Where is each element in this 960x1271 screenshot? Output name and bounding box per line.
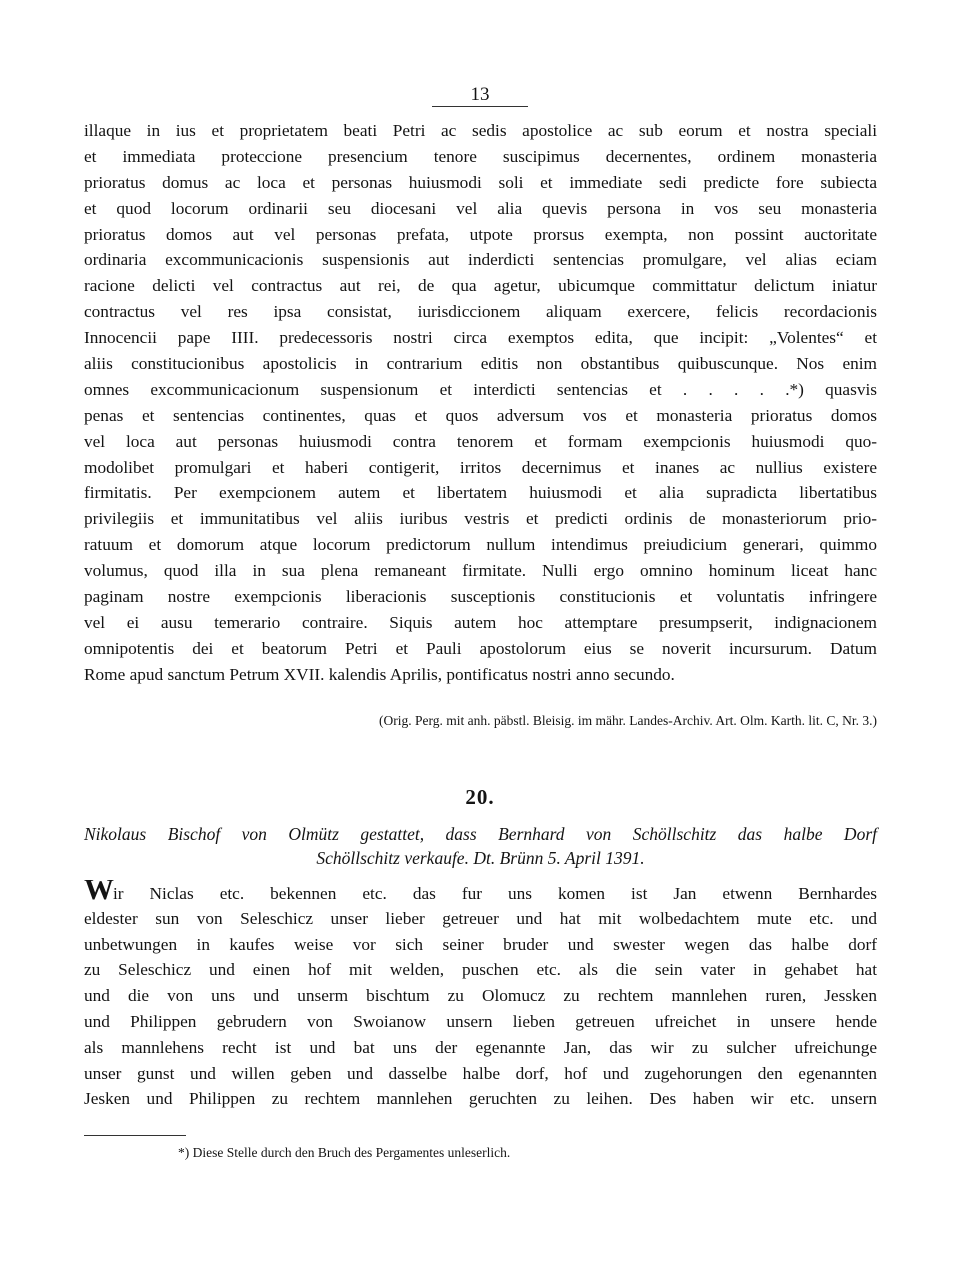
text-line: aliis constitucionibus apostolicis in contrarium editis non obstantibus quibuscunque. Nos enim — [84, 354, 877, 374]
text-line: unser gunst und willen geben und dasselbe halbe dorf, hof und zugehorungen den egenannten — [84, 1063, 877, 1083]
first-line-text: ir Niclas etc. bekennen etc. das fur uns komen ist Jan etwenn Bernhardes — [113, 884, 877, 903]
text-line-first — [84, 880, 877, 906]
text-line: vel loca aut personas huiusmodi contra tenorem et formam exempcionis huiusmodi quo- — [84, 431, 877, 451]
text-line: vel ei ausu temerario contraire. Siquis autem hoc attemptare presumpserit, indignacionem — [84, 612, 877, 632]
text-line: eldester sun von Seleschicz unser lieber getreuer und hat mit wolbedachtem mute etc. und — [84, 908, 877, 928]
text-line: Jesken und Philippen zu rechtem mannlehen geruchten zu leihen. Des haben wir etc. unsern — [84, 1089, 877, 1109]
page-number-rule — [432, 106, 528, 107]
text-line: zu Seleschicz und einen hof mit welden, puschen etc. als die sein vater in gehabet hat — [84, 960, 877, 980]
text-line: paginam nostre exempcionis liberacionis susceptionis constitucionis et voluntatis infringere — [84, 587, 877, 607]
text-line: et immediata proteccione presencium tenore suscipimus decernentes, ordinem monasteria — [84, 146, 877, 166]
text-line: modolibet promulgari et haberi contigerit, irritos decernimus et inanes ac nullius existere — [84, 457, 877, 477]
initial-letter: W — [84, 880, 113, 906]
heading-line: Nikolaus Bischof von Olmütz gestattet, dass Bernhard von Schöllschitz das halbe Dorf — [84, 824, 877, 844]
text-line: omnes excommunicacionum suspensionum et interdicti sentencias et . . . . .*) quasvis — [84, 379, 877, 399]
source-note: (Orig. Perg. mit anh. päbstl. Bleisig. im mähr. Landes-Archiv. Art. Olm. Karth. lit. C, Nr. 3.) — [379, 713, 877, 728]
footnote-rule — [84, 1135, 186, 1136]
latin-charter-text — [84, 118, 877, 688]
text-line: firmitatis. Per exempcionem autem et libertatem huiusmodi et alia supradicta libertatibus — [84, 483, 877, 503]
text-line: illaque in ius et proprietatem beati Petri ac sedis apostolice ac sub eorum et nostra speciali — [84, 121, 877, 140]
german-charter-text — [84, 880, 877, 1112]
document-heading — [84, 822, 877, 870]
text-line: Rome apud sanctum Petrum XVII. kalendis Aprilis, pontificatus nostri anno secundo. — [84, 664, 675, 684]
text-line: omnipotentis dei et beatorum Petri et Pauli apostolorum eius se noverit incursurum. Datum — [84, 638, 877, 658]
text-line: Innocencii pape IIII. predecessoris nostri circa exemptos edita, que incipit: „Volentes“ et — [84, 328, 877, 348]
text-line: contractus vel res ipsa consistat, iurisdiccionem aliquam exercere, felicis recordacionis — [84, 302, 877, 322]
text-line: volumus, quod illa in sua plena remaneant firmitate. Nulli ergo omnino hominum liceat hanc — [84, 561, 877, 581]
text-line: prioratus domus ac loca et personas huiusmodi soli et immediate sedi predicte fore subiecta — [84, 172, 877, 192]
text-line: privilegiis et immunitatibus vel aliis iuribus vestris et predicti ordinis de monasteriorum prio- — [84, 509, 877, 529]
text-line: et quod locorum ordinarii seu diocesani vel alia quevis persona in vos seu monasteria — [84, 198, 877, 218]
text-line: ratuum et domorum atque locorum predictorum nullum intendimus preiudicium generari, quimmo — [84, 535, 877, 555]
text-line: und die von uns und unserm bischtum zu Olomucz zu rechtem mannlehen ruren, Jessken — [84, 986, 877, 1006]
text-line: als mannlehens recht ist und bat uns der egenannte Jan, das wir zu sulcher ufreichunge — [84, 1037, 877, 1057]
text-line: unbetwungen in kaufes weise vor sich seiner bruder und swester wegen das halbe dorf — [84, 934, 877, 954]
text-line: ordinaria excommunicacionis suspensionis aut inderdicti sentencias promulgare, vel alias eciam — [84, 250, 877, 270]
text-line: und Philippen gebrudern von Swoianow unsern lieben getreuen ufreichet in unsere hende — [84, 1011, 877, 1031]
text-line: racione delicti vel contractus aut rei, de qua agetur, ubicumque committatur delictum iniatur — [84, 276, 877, 296]
heading-line: Schöllschitz verkaufe. Dt. Brünn 5. April 1391. — [316, 848, 645, 868]
document-number: 20. — [465, 785, 495, 809]
text-line: penas et sentencias continentes, quas et quos adversum vos et monasteria prioratus domos — [84, 405, 877, 425]
page-number: 13 — [470, 84, 490, 105]
footnote: *) Diese Stelle durch den Bruch des Pergamentes unleserlich. — [178, 1145, 511, 1160]
text-line: prioratus domos aut vel personas prefata, utpote prorsus exempta, non possint auctoritate — [84, 224, 877, 244]
